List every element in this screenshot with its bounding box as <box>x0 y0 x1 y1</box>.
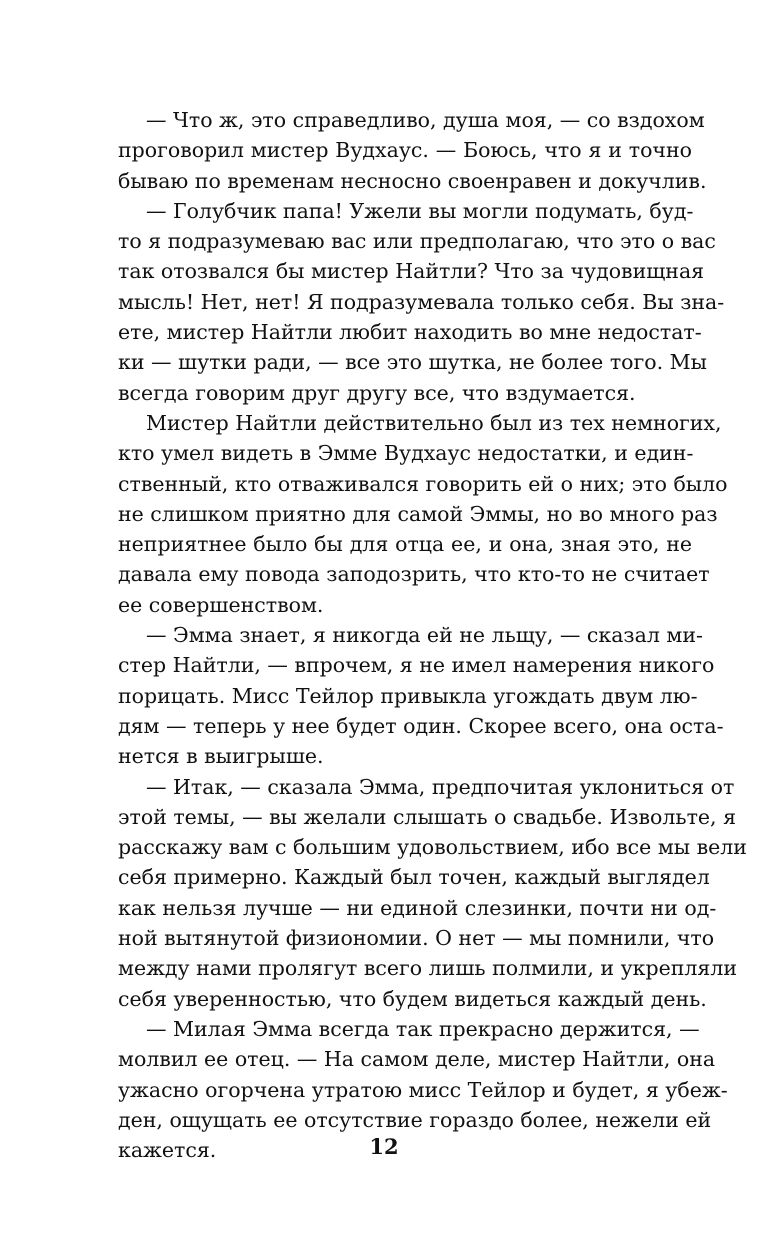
text-line: как нельзя лучше — ни единой слезинки, почти ни од- <box>118 895 717 920</box>
text-line: — Милая Эмма всегда так прекрасно держится, — <box>146 1016 700 1041</box>
text-line: ной вытянутой физиономии. О нет — мы помнили, что <box>118 926 715 951</box>
text-line: не слишком приятно для самой Эммы, но во много раз <box>118 501 718 526</box>
text-line: — Эмма знает, я никогда ей не льщу, — сказал ми- <box>146 623 703 648</box>
text-line: себя примерно. Каждый был точен, каждый выглядел <box>118 865 710 890</box>
text-line: между нами пролягут всего лишь полмили, и укрепляли <box>118 956 738 981</box>
text-line: порицать. Мисс Тейлор привыкла угождать двум лю- <box>118 683 698 708</box>
paragraph <box>118 105 707 196</box>
text-line: этой темы, — вы желали слышать о свадьбе. Извольте, я <box>118 804 737 829</box>
text-line: давала ему повода заподозрить, что кто-то не считает <box>118 562 710 587</box>
text-line: Мистер Найтли действительно был из тех немногих, <box>146 410 722 435</box>
text-line: — Голубчик папа! Ужели вы могли подумать, буд- <box>146 198 694 223</box>
text-line: неприятнее было бы для отца ее, и она, зная это, не <box>118 532 692 557</box>
text-line: — Что ж, это справедливо, душа моя, — со вздохом <box>146 108 705 132</box>
text-line: мысль! Нет, нет! Я подразумевала только себя. Вы зна- <box>118 289 725 314</box>
text-line: ужасно огорчена утратою мисс Тейлор и будет, я убеж- <box>118 1077 728 1102</box>
text-line: — Итак, — сказала Эмма, предпочитая уклониться от <box>146 774 735 799</box>
text-line: кажется. <box>118 1138 217 1163</box>
text-line: молвил ее отец. — На самом деле, мистер Найтли, она <box>118 1047 716 1072</box>
text-line: расскажу вам с большим удовольствием, ибо все мы вели <box>118 835 747 860</box>
text-line: ственный, кто отваживался говорить ей о них; это было <box>118 471 728 496</box>
text-line: бываю по временам несносно своенравен и докучлив. <box>118 168 707 193</box>
text-line: всегда говорим друг другу все, что вздумается. <box>118 380 636 405</box>
text-line: то я подразумеваю вас или предполагаю, что это о вас <box>118 229 716 254</box>
text-line: кто умел видеть в Эмме Вудхаус недостатки, и един- <box>118 441 694 466</box>
text-line: ки — шутки ради, — все это шутка, не более того. Мы <box>118 350 707 375</box>
text-line: дям — теперь у нее будет один. Скорее всего, она оста- <box>118 713 724 738</box>
body-text <box>118 105 747 1165</box>
text-line: ете, мистер Найтли любит находить во мне недостат- <box>118 320 702 345</box>
paragraph <box>118 772 747 1014</box>
text-line: так отозвался бы мистер Найтли? Что за чудовищная <box>118 259 705 284</box>
page-number: 12 <box>369 1134 399 1159</box>
text-line: ден, ощущать ее отсутствие гораздо более, нежели ей <box>118 1107 712 1132</box>
text-line: ее совершенством. <box>118 592 324 617</box>
text-line: стер Найтли, — впрочем, я не имел намерения никого <box>118 653 715 678</box>
paragraph <box>118 196 725 408</box>
text-line: нется в выигрыше. <box>118 744 324 769</box>
text-line: проговорил мистер Вудхаус. — Боюсь, что я и точно <box>118 138 692 163</box>
text-line: себя уверенностью, что будем видеться каждый день. <box>118 986 707 1011</box>
paragraph <box>118 408 728 620</box>
paragraph <box>118 620 724 771</box>
